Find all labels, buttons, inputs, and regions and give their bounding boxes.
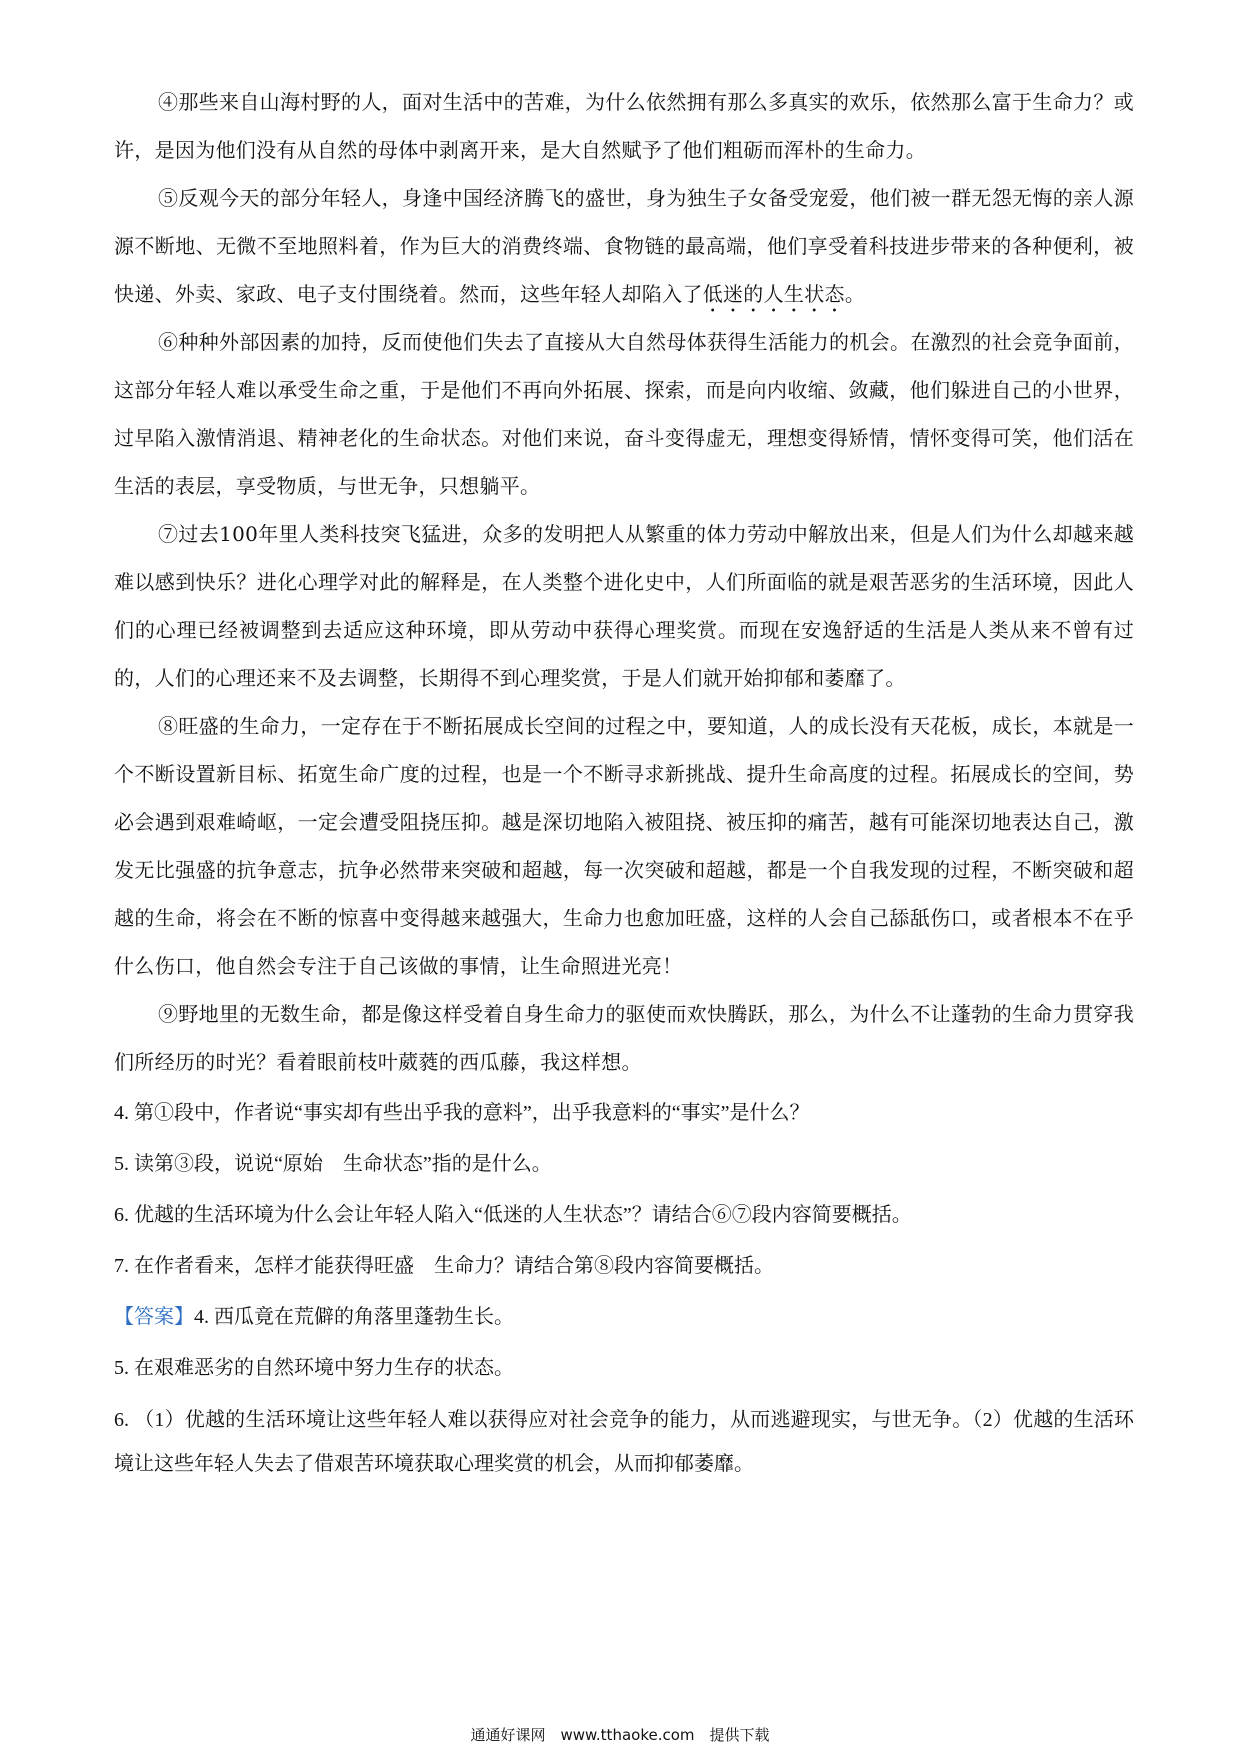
paragraph-6: ⑥种种外部因素的加持，反而使他们失去了直接从大自然母体获得生活能力的机会。在激烈的社会竞争面前，这部分年轻人难以承受生命之重，于是他们不再向外拓展、探索，而是向内收缩、敛藏，他们躲进自己的小世界，过早陷入激情消退、精神老化的生命状态。对他们来说，奋斗变得虚无，理想变得矫情，情怀变得可笑，他们活在生活的表层，享受物质，与世无争，只想躺平。: [114, 330, 1134, 498]
answer-5: 5. 在艰难恶劣的自然环境中努力生存的状态。: [114, 1357, 514, 1379]
answer-4: [114, 1292, 1134, 1343]
paragraph-9: ⑨野地里的无数生命，都是像这样受着自身生命力的驱使而欢快腾跃，那么，为什么不让蓬勃的生命力贯穿我们所经历的时光？看着眼前枝叶葳蕤的西瓜藤，我这样想。: [114, 1002, 1134, 1074]
answer-6: 6. （1）优越的生活环境让这些年轻人难以获得应对社会竞争的能力，从而逃避现实，与世无争。（2）优越的生活环境让这些年轻人失去了借艰苦环境获取心理奖赏的机会，从而抑郁萎靡。: [114, 1409, 1134, 1475]
question-7: 7. 在作者看来，怎样才能获得旺盛 生命力？请结合第⑧段内容简要概括。: [114, 1255, 774, 1277]
document-page: [114, 78, 1134, 1486]
paragraph-5: [114, 174, 1134, 318]
question-5: 5. 读第③段，说说“原始 生命状态”指的是什么。: [114, 1153, 552, 1175]
question-4: 4. 第①段中，作者说“事实却有些出乎我的意料”，出乎我意料的“事实”是什么？: [114, 1102, 810, 1124]
question-6: 6. 优越的生活环境为什么会让年轻人陷入“低迷的人生状态”？请结合⑥⑦段内容简要概括。: [114, 1204, 912, 1226]
answer-list: [114, 1292, 1134, 1486]
answer-tag: 【答案】: [114, 1306, 194, 1328]
page-footer: 通通好课网 www.tthaoke.com 提供下载: [470, 1726, 770, 1744]
question-list: [114, 1088, 1134, 1292]
paragraph-8: ⑧旺盛的生命力，一定存在于不断拓展成长空间的过程之中，要知道，人的成长没有天花板，成长，本就是一个不断设置新目标、拓宽生命广度的过程，也是一个不断寻求新挑战、提升生命高度的过程。拓展成长的空间，势必会遇到艰难崎岖，一定会遭受阻挠压抑。越是深切地陷入被阻挠、被压抑的痛苦，越有可能深切地表达自己，激发无比强盛的抗争意志，抗争必然带来突破和超越，每一次突破和超越，都是一个自我发现的过程，不断突破和超越的生命，将会在不断的惊喜中变得越来越强大，生命力也愈加旺盛，这样的人会自己舔舐伤口，或者根本不在乎什么伤口，他自然会专注于自己该做的事情，让生命照进光亮！: [114, 714, 1134, 978]
paragraph-7: ⑦过去100年里人类科技突飞猛进，众多的发明把人从繁重的体力劳动中解放出来，但是人们为什么却越来越难以感到快乐？进化心理学对此的解释是，在人类整个进化史中，人们所面临的就是艰苦恶劣的生活环境，因此人们的心理已经被调整到去适应这种环境，即从劳动中获得心理奖赏。而现在安逸舒适的生活是人类从来不曾有过的，人们的心理还来不及去调整，长期得不到心理奖赏，于是人们就开始抑郁和萎靡了。: [114, 522, 1134, 690]
paragraph-4: ④那些来自山海村野的人，面对生活中的苦难，为什么依然拥有那么多真实的欢乐，依然那么富于生命力？或许，是因为他们没有从自然的母体中剥离开来，是大自然赋予了他们粗砺而浑朴的生命力。: [114, 90, 1134, 162]
emphasized-phrase: 低迷的人生状态: [702, 282, 845, 306]
paragraph-5-text: ⑤反观今天的部分年轻人，身逢中国经济腾飞的盛世，身为独生子女备受宠爱，他们被一群无怨无悔的亲人源源不断地、无微不至地照料着，作为巨大的消费终端、食物链的最高端，他们享受着科技进步带来的各种便利，被快递、外卖、家政、电子支付围绕着。然而，这些年轻人却陷入了: [114, 186, 1134, 306]
answer-4-text: 4. 西瓜竟在荒僻的角落里蓬勃生长。: [194, 1306, 514, 1328]
paragraph-5-end: 。: [844, 282, 866, 306]
